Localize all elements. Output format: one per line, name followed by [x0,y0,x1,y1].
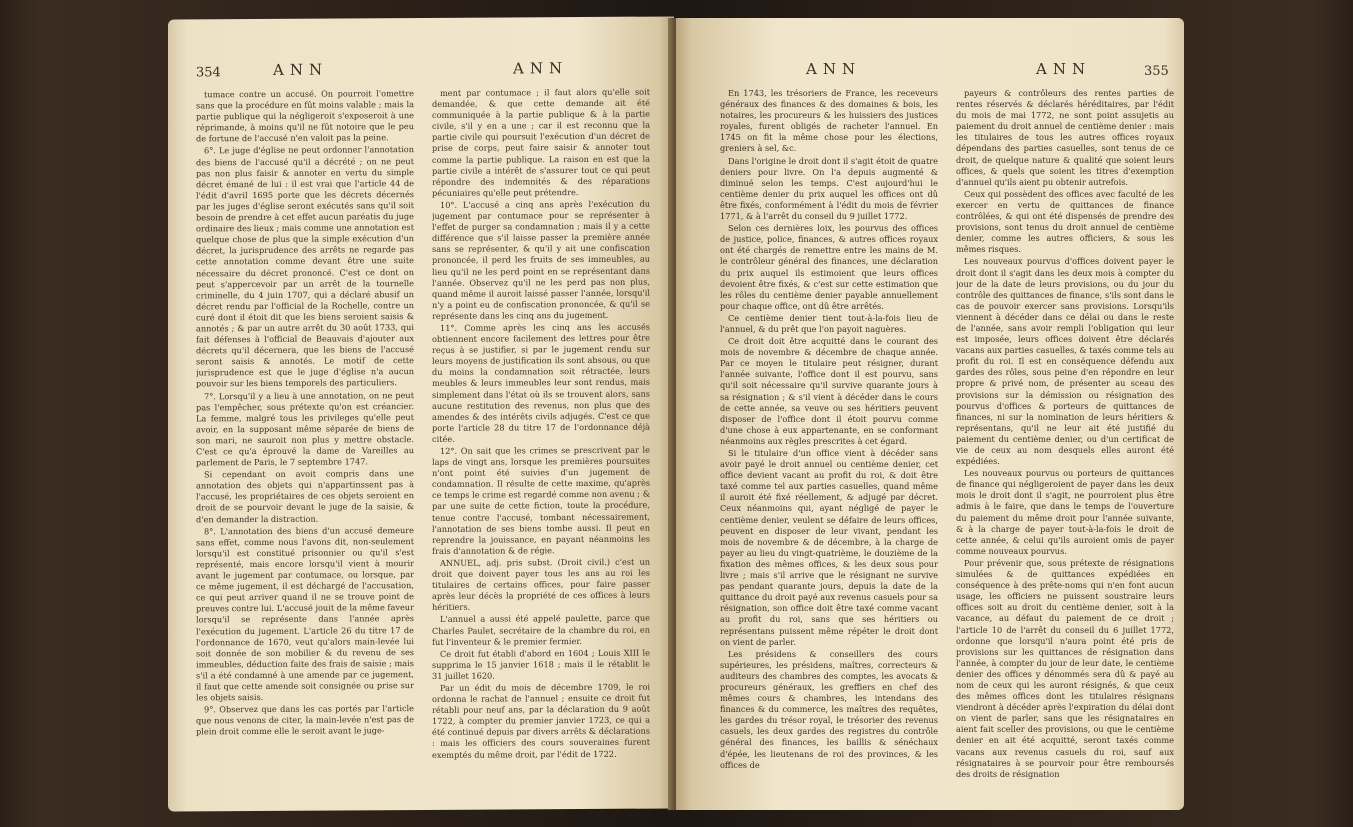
running-headword: ANN [513,59,569,78]
right-page [676,18,1184,810]
paragraph: Selon ces dernières loix, les pourvus des offices de justice, police, finances, & autres offices royaux ont été chargés de remettre entre les mains de M. le contrôleur général des finances, une déclaration du prix auquel ils estimoient que leurs offices devoient être fixés, & c'est sur cette estimation que les rôles du centième denier payable annuellement pour chaque office, ont dû être arrêtés. [720,223,938,311]
running-headword: ANN [806,60,862,78]
page-number: 354 [196,65,221,81]
paragraph: Ce droit fut établi d'abord en 1604 ; Louis XIII le supprima le 15 janvier 1618 ; mais il le rétablit le 31 juillet 1620. [432,647,650,681]
running-headword: ANN [1036,60,1092,78]
paragraph: Ce droit doit être acquitté dans le courant des mois de novembre & décembre de chaque année. Par ce moyen le titulaire peut résigner, durant l'année suivante, l'office dont il est pourvu, sans qu'il soit nécessaire qu'il survive quarante jours à sa résignation ; & s'il vient à décéder dans le cours de cette année, sa veuve ou ses héritiers peuvent disposer de l'office dont il étoit pourvu comme d'une chose à eux appartenante, en se conformant néanmoins aux règles prescrites à cet égard. [720,336,938,446]
paragraph: 12°. On sait que les crimes se prescrivent par le laps de vingt ans, lorsque les premières poursuites n'ont point été suivies d'un jugement de condamnation. Il résulte de cette maxime, qu'après ce temps le crime est regardé comme non avenu ; & par une suite de cette fiction, toute la procédure, tenue contre l'accusé, tombant nécessairement, l'annotation de ses biens tombe aussi. Il peut en reprendre la jouissance, en payant néanmoins les frais d'annotation & de régie. [432,444,650,556]
paragraph: 6°. Le juge d'église ne peut ordonner l'annotation des biens de l'accusé qu'il a décrété ; on ne peut pas non plus faisir & annoter en vertu du simple décret émané de lui : il est vrai que l'article 44 de l'édit d'avril 1695 porte que les décrets décernés par les juges d'église seront exécutés sans qu'il soit besoin de prendre à cet effet aucun paréatis du juge ordinaire des lieux ; mais comme une annotation est quelque chose de plus que la simple exécution d'un décret, la jurisprudence des arrêts ne regarde pas cette annotation comme devant être une suite nécessaire du décret prononcé. C'est ce dont on peut s'appercevoir par un arrêt de la tournelle criminelle, du 4 juin 1707, qui a déclaré abusif un décret rendu par l'official de la Rochelle, contre un curé dont il étoit dit que les biens seroient saisis & annotés ; & par un autre arrêt du 30 août 1733, qui fait défenses à l'official de Beauvais d'ajouter aux décrets qu'il décernera, que les biens de l'accusé seront saisis & annotés. Le motif de cette jurisprudence est que le juge d'église n'a aucun pouvoir sur les biens temporels des particuliers. [196,144,414,389]
paragraph: 7°. Lorsqu'il y a lieu à une annotation, on ne peut pas l'empêcher, sous prétexte qu'on est créancier. La femme, malgré tous les privileges qu'elle peut avoir, en la supposant même séparée de biens de son mari, ne sauroit non plus y mettre obstacle. C'est ce qu'a éprouvé la dame de Vareilles au parlement de Paris, le 7 septembre 1747. [196,389,414,468]
paragraph: 11°. Comme après les cinq ans les accusés obtiennent encore facilement des lettres pour être reçus à se justifier, si par le jugement rendu sur leurs moyens de justification ils sont absous, ou que du moins la condamnation soit rétractée, leurs meubles & leurs immeubles leur sont rendus, mais simplement dans l'état où ils se trouvent alors, sans aucune restitution des revenus, non plus que des amendes & des intérêts civils adjugés. C'est ce que porte l'article 28 du titre 17 de l'ordonnance déjà citée. [432,321,650,444]
running-headword: ANN [273,60,329,79]
paragraph: Les nouveaux pourvus ou porteurs de quittances de finance qui négligeroient de payer dans les deux mois le droit dont il s'agit, ne pourroient plus être admis à le faire, que dans le temps de l'ouverture du paiement du même droit pour l'année suivante, & à la charge de payer tout-à-la-fois le droit de cette année, & celui qu'ils auroient omis de payer comme nouveaux pourvus. [956,468,1174,556]
paragraph: Les présidens & conseillers des cours supérieures, les présidens, maîtres, correcteurs & auditeurs des chambres des comptes, les avocats & procureurs généraux, les greffiers en chef des mêmes cours & chambres, les intendans des finances & du commerce, les maîtres des requêtes, les gardes du trésor royal, le trésorier des revenus casuels, les deux gardes des registres du contrôle général des finances, les baillis & sénéchaux d'épée, les lieutenans de roi des provinces, & les offices de [720,648,938,770]
paragraph: 10°. L'accusé a cinq ans après l'exécution du jugement par contumace pour se représenter à l'effet de purger sa condamnation ; mais il y a cette différence que s'il laisse passer la première année sans se représenter, & qu'il y ait une confiscation prononcée, il perd les fruits de ses immeubles, au lieu qu'il ne les perd point en se représentant dans l'année. Observez qu'il ne les perd pas non plus, quand même il auroit laissé passer l'année, lorsqu'il n'y a point eu de confiscation prononcée, & qu'il se représente dans les cinq ans du jugement. [432,198,650,321]
text-column [956,88,1174,798]
paragraph: ANNUEL, adj. pris subst. (Droit civil.) c'est un droit que doivent payer tous les ans au roi les titulaires de certains offices, pour faire passer après leur décès la propriété de ces offices à leurs héritiers. [432,556,650,613]
paragraph: Si le titulaire d'un office vient à décéder sans avoir payé le droit annuel ou centième denier, cet office devient vacant au profit du roi, & doit être taxé comme tel aux parties casuelles, quand même il auroit été fixé réellement, & adjugé par décret. Ceux néanmoins qui, ayant négligé de payer le centième denier, veulent se défaire de leurs offices, peuvent en disposer de leur vivant, pendant les mois de novembre & de décembre, à la charge de payer au lieu du vingt-quatrième, le douzième de la fixation des mêmes offices, & les deux sous pour livre ; mais s'il arrive que le résignant ne survive pas pendant quarante jours, depuis la date de la quittance du droit payé aux revenus casuels pour sa résignation, son office doit être taxé comme vacant au profit du roi, sans que ses héritiers ou représentans puissent même répéter le droit dont on vient de parler. [720,448,938,647]
paragraph: En 1743, les trésoriers de France, les receveurs généraux des finances & des domaines & bois, les notaires, les procureurs & les huissiers des justices royales, furent obligés de racheter l'annuel. En 1745 on fit la même chose pour les élections, greniers à sel, &c. [720,88,938,154]
paragraph: 8°. L'annotation des biens d'un accusé demeure sans effet, comme nous l'avons dit, non-seulement lorsqu'il est constitué prisonnier ou qu'il s'est représenté, mais encore lorsqu'il vient à mourir avant le jugement par contumace, ou lorsque, par ce même jugement, il est déchargé de l'accusation, ce qui peut arriver quand il ne se trouve point de preuves contre lui. L'accusé jouit de la même faveur lorsqu'il se représente dans l'année après l'exécution du jugement. L'article 26 du titre 17 de l'ordonnance de 1670, veut qu'alors main-levée lui soit donnée de son mobilier & du revenu de ses immeubles, déduction faite des frais de saisie ; mais s'il a été condamné à une amende par ce jugement, il faut que cette amende soit consignée ou prise sur les objets saisis. [196,524,414,703]
paragraph: Les nouveaux pourvus d'offices doivent payer le droit dont il s'agit dans les deux mois à compter du jour de la date de leurs provisions, ou du jour du contrôle des quittances de finance, s'ils sont dans le cas de pouvoir exercer sans provisions. Lorsqu'ils viennent à décéder dans ce délai ou dans le reste de l'année, sans avoir rempli l'obligation qui leur est imposée, leurs offices doivent être déclarés vacans aux parties casuelles, & taxés comme tels au profit du roi. Il est en conséquence défendu aux gardes des rôles, sous peine d'en répondre en leur propre & privé nom, de présenter au sceau des provisions sur la démission ou résignation des pourvus d'offices & porteurs de quittances de finances, ni sur la nomination de leurs héritiers & représentans, qu'il ne leur ait été justifié du paiement du centième denier, ou d'un certificat de vie de ceux au nom desquels elles auront été expédiées. [956,256,1174,467]
paragraph: tumace contre un accusé. On pourroit l'omettre sans que la procédure en fût moins valable ; mais la partie publique qui la négligeroit s'exposeroit à une réprimande, à moins qu'il ne fût notoire que le peu de fortune de l'accusé n'en valoit pas la peine. [196,88,414,144]
page-number: 355 [1144,64,1169,79]
text-column [432,87,650,798]
left-page-header [168,58,674,87]
paragraph: Par un édit du mois de décembre 1709, le roi ordonna le rachat de l'annuel ; ensuite ce droit fut rétabli pour neuf ans, par la déclaration du 9 août 1722, à compter du premier janvier 1723, ce qui a été continué depuis par divers arrêts & déclarations : mais les officiers des cours souveraines furent exemptés du même droit, par l'édit de 1722. [432,681,650,760]
paragraph: Ceux qui possèdent des offices avec faculté de les exercer en vertu de quittances de finance contrôlées, & qui ont été dispensés de prendre des provisions, sont tenus du droit annuel de centième denier, comme les autres officiers, & sous les mêmes risques. [956,188,1174,255]
right-page-header [676,60,1184,86]
text-column [720,88,938,798]
paragraph: L'annuel a aussi été appelé paulette, parce que Charles Paulet, secrétaire de la chambre du roi, en fut l'inventeur & le premier fermier. [432,613,650,647]
paragraph: payeurs & contrôleurs des rentes parties de rentes réservés & déclarés héréditaires, par l'édit du mois de mai 1772, ne sont point assujetis au paiement du droit annuel de centième denier : mais les titulaires de tous les autres offices royaux dépendans des parties casuelles, sont tenus de ce droit, de quelque nature & qualité que soient leurs offices, & quels que soient les titres d'exemption d'annuel qu'ils aient pu obtenir autrefois. [956,88,1174,187]
paragraph: Pour prévenir que, sous prétexte de résignations simulées & de quittances expédiées en conséquence à des prête-noms qui n'en font aucun usage, les officiers ne puissent soustraire leurs offices soit au droit du centième denier, soit à la vacance, au défaut du paiement de ce droit ; l'article 10 de l'arrêt du conseil du 6 juillet 1772, ordonne que lorsqu'il n'aura point été pris de provisions sur les quittances de résignation dans l'année, à compter du jour de leur date, le centième denier des offices y dénommés sera dû & payé au nom de ceux qui les auront résignés, & que ceux des mêmes offices dont les titulaires résignans viendront à décéder après l'expiration du délai dont on vient de parler, sans que les résignataires en aient fait sceller des provisions, ou que le centième denier en ait été acquitté, seront taxés comme vacans aux revenus casuels du roi, sauf aux résignataires à se pourvoir pour être remboursés des droits de résignation [956,557,1174,779]
paragraph: Ce centième denier tient tout-à-la-fois lieu de l'annuel, & du prêt que l'on payoit naguères. [720,312,938,334]
left-page [168,16,674,811]
paragraph: 9°. Observez que dans les cas portés par l'article que nous venons de citer, la main-levée n'est pas de plein droit comme elle le seroit avant le juge- [196,703,414,737]
paragraph: ment par contumace ; il faut alors qu'elle soit demandée, & que cette demande ait été communiquée à la partie publique & à la partie civile, s'il y en a une ; car il est reconnu que la partie civile qui poursuit l'exécution d'un décret de prise de corps, peut faire saisir & annoter tout comme la partie publique. La raison en est que la partie civile a intérêt de s'assurer tout ce qui peut répondre des indemnités & des réparations pécuniaires qu'elle peut prétendre. [432,86,650,198]
paragraph: Si cependant on avoit compris dans une annotation des objets qui n'appartinssent pas à l'accusé, les propriétaires de ces objets seroient en droit de se pourvoir devant le juge de la saisie, & d'en demander la distraction. [196,468,414,524]
text-column [196,88,414,799]
paragraph: Dans l'origine le droit dont il s'agit étoit de quatre deniers pour livre. On l'a depuis augmenté & diminué selon les temps. C'est aujourd'hui le centième denier du prix auquel les offices ont dû être fixés, conformément à l'édit du mois de février 1771, & à l'arrêt du conseil du 9 juillet 1772. [720,155,938,222]
